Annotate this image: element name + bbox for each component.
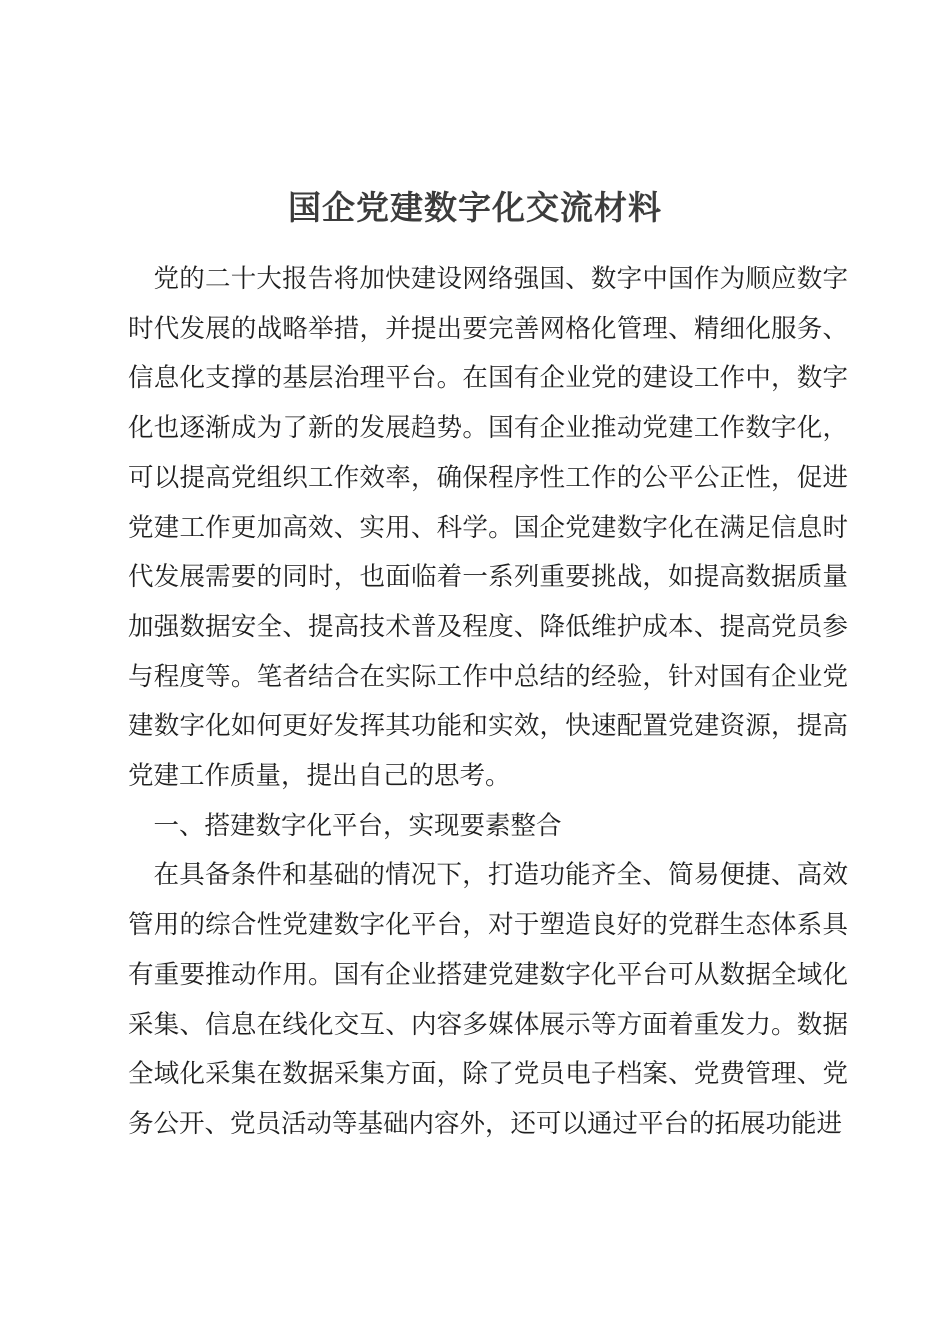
document-title: 国企党建数字化交流材料 [288,188,662,227]
paragraph-intro: 党的二十大报告将加快建设网络强国、数字中国作为顺应数字时代发展的战略举措，并提出要完善网格化管理、精细化服务、信息化支撑的基层治理平台。在国有企业党的建设工作中，数字化也逐渐成为了新的发展趋势。国有企业推动党建工作数字化，可以提高党组织工作效率，确保程序性工作的公平公正性，促进党建工作更加高效、实用、科学。国企党建数字化在满足信息时代发展需要的同时，也面临着一系列重要挑战，如提高数据质量加强数据安全、提高技术普及程度、降低维护成本、提高党员参与程度等。笔者结合在实际工作中总结的经验，针对国有企业党建数字化如何更好发挥其功能和实效，快速配置党建资源，提高党建工作质量，提出自己的思考。 [128,264,848,792]
paragraph-section-1: 在具备条件和基础的情况下，打造功能齐全、简易便捷、高效管用的综合性党建数字化平台，对于塑造良好的党群生态体系具有重要推动作用。国有企业搭建党建数字化平台可从数据全域化采集、信息在线化交互、内容多媒体展示等方面着重发力。数据全域化采集在数据采集方面，除了党员电子档案、党费管理、党务公开、党员活动等基础内容外，还可以通过平台的拓展功能进 [128,860,848,1139]
section-heading-1: 一、搭建数字化平台，实现要素整合 [153,810,562,841]
document-body [128,255,848,1150]
